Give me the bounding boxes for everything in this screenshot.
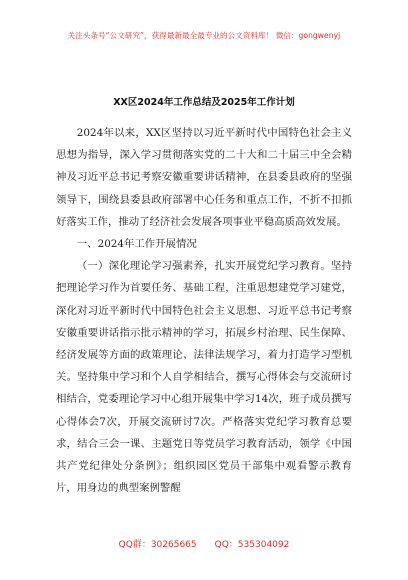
document-title: XX区2024年工作总结及2025年工作计划 xyxy=(113,97,295,108)
qq-contact-label: QQ：535304092 xyxy=(214,540,290,550)
promo-banner: 关注头条号“公文研究”，获得最新最全最专业的公文资料库！ 微信：gongwenyj xyxy=(67,31,341,40)
document-body xyxy=(56,122,352,499)
qq-group-label: QQ群：30265665 xyxy=(118,540,197,550)
contact-footer xyxy=(0,537,408,550)
body-paragraph: （一）深化理论学习强素养，扎实开展党纪学习教育。坚持把理论学习作为首要任务、基础工程，注重思想建党学习建党，深化对习近平新时代中国特色社会主义思想、习近平总书记考察安徽重要讲话指示批示精神的学习，拓展乡村治理、民生保障、经济发展等方面的政策理论、法律法规学习，着力打造学习型机关。坚持集中学习和个人自学相结合，撰写心得体会与交流研讨相结合，党委理论学习中心组开展集中学习14次，班子成员撰写心得体会7次，开展交流研讨7次。严格落实党纪学习教育总要求，结合三会一课、主题党日等党员学习教育活动，领学《中国共产党纪律处分条例》；组织园区党员干部集中观看警示教育片，用身边的典型案例警醒 xyxy=(56,260,352,495)
intro-paragraph: 2024年以来，XX区坚持以习近平新时代中国特色社会主义思想为指导，深入学习贯彻落实党的二十大和二十届三中全会精神及习近平总书记考察安徽重要讲话精神，在县委县政府的坚强领导下，围绕县委县政府部署中心任务和重点工作，不折不扣抓好落实工作，推动了经济社会发展各项事业平稳高质高效发展。 xyxy=(56,127,352,228)
section-heading: 一、2024年工作开展情况 xyxy=(76,238,197,251)
